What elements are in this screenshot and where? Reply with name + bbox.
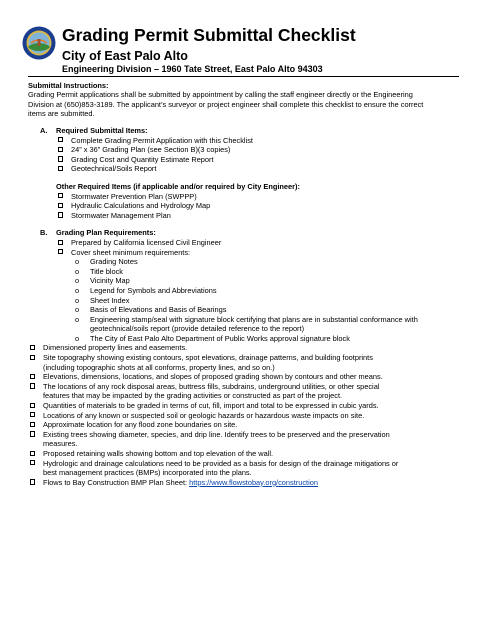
bullet: o	[75, 305, 80, 315]
bullet: o	[75, 266, 80, 276]
sub-item-label: geotechnical/soils report (provide detailed reference to the report)	[90, 324, 305, 334]
submittal-instructions	[28, 81, 460, 119]
item-continuation	[28, 391, 460, 401]
sub-item-label: Title block	[90, 266, 123, 276]
item-continuation	[28, 439, 460, 449]
item-label: Stormwater Management Plan	[71, 210, 171, 220]
checklist-item[interactable]	[28, 353, 460, 363]
checklist-item[interactable]	[28, 201, 460, 211]
sub-item-continuation	[28, 324, 460, 334]
item-label: Approximate location for any flood zone boundaries on site.	[43, 420, 238, 430]
division-address: Engineering Division – 1960 Tate Street, East Palo Alto 94303	[62, 64, 323, 74]
bullet: o	[75, 295, 80, 305]
page-title: Grading Permit Submittal Checklist	[62, 25, 356, 45]
checklist-item[interactable]	[28, 248, 460, 258]
checkbox[interactable]	[58, 147, 63, 152]
item-label: features that may be impacted by the grading activities or constructed as part of the project.	[43, 391, 343, 401]
bullet: o	[75, 314, 80, 324]
sub-item	[28, 296, 460, 306]
checkbox[interactable]	[30, 451, 35, 456]
checklist-item[interactable]	[28, 449, 460, 459]
sub-item-label: Vicinity Map	[90, 276, 130, 286]
checkbox[interactable]	[58, 166, 63, 171]
checklist-item[interactable]	[28, 343, 460, 353]
instructions-heading: Submittal Instructions:	[28, 81, 109, 90]
sub-item	[28, 267, 460, 277]
checkbox[interactable]	[30, 460, 35, 465]
item-label: Grading Cost and Quantity Estimate Report	[71, 154, 214, 164]
section-b-heading	[40, 228, 460, 238]
sub-item	[28, 315, 460, 325]
checklist-item[interactable]	[28, 420, 460, 430]
checklist-item[interactable]	[28, 411, 460, 421]
sub-item	[28, 305, 460, 315]
flowstobay-link[interactable]: https://www.flowstobay.org/construction	[189, 477, 318, 487]
city-name: City of East Palo Alto	[62, 49, 188, 63]
item-label: Proposed retaining walls showing bottom and top elevation of the wall.	[43, 449, 274, 458]
sub-item	[28, 257, 460, 267]
item-continuation	[28, 468, 460, 478]
item-label: best management practices (BMPs) incorporated into the plans.	[43, 468, 252, 478]
bullet: o	[75, 276, 80, 286]
sub-item-label: Sheet Index	[90, 295, 130, 305]
checklist-item[interactable]	[28, 164, 460, 174]
checklist-item[interactable]	[28, 238, 460, 248]
item-label: Dimensioned property lines and easements.	[43, 343, 188, 353]
instructions-line: Grading Permit applications shall be submitted by appointment by calling the staff engineer directly or the Engineering	[28, 90, 413, 100]
item-label: measures.	[43, 439, 78, 449]
checkbox[interactable]	[58, 249, 63, 254]
city-seal-logo	[22, 26, 56, 60]
sub-item-label: Basis of Elevations and Basis of Bearings	[90, 305, 227, 315]
sub-item-label: Legend for Symbols and Abbreviations	[90, 285, 217, 295]
checkbox[interactable]	[30, 374, 35, 379]
item-label: Site topography showing existing contours, spot elevations, drainage patterns, and building footprints	[43, 353, 373, 363]
checklist-item[interactable]	[28, 430, 460, 440]
checklist-item[interactable]	[28, 211, 460, 221]
checkbox[interactable]	[58, 212, 63, 217]
sub-item-label: The City of East Palo Alto Department of Public Works approval signature block	[90, 333, 350, 343]
item-label: Elevations, dimensions, locations, and slopes of proposed grading shown by contours and other means.	[43, 372, 383, 382]
item-label: Stormwater Prevention Plan (SWPPP)	[71, 191, 197, 201]
checklist-item[interactable]	[28, 382, 460, 392]
sub-item	[28, 334, 460, 344]
checklist-item[interactable]	[28, 192, 460, 202]
checkbox[interactable]	[30, 383, 35, 388]
section-title: Required Submittal Items:	[56, 126, 148, 135]
item-label: Prepared by California licensed Civil Engineer	[71, 237, 222, 247]
item-label: Geotechnical/Soils Report	[71, 164, 157, 174]
item-label: Complete Grading Permit Application with this Checklist	[71, 135, 253, 145]
checkbox[interactable]	[30, 345, 35, 350]
checklist-item[interactable]	[28, 372, 460, 382]
section-title: Grading Plan Requirements:	[56, 228, 156, 238]
item-label: The locations of any rock disposal areas, buttress fills, subdrains, underground utilities, or other special	[43, 381, 380, 391]
checklist-item[interactable]	[28, 155, 460, 165]
checkbox[interactable]	[30, 403, 35, 408]
checkbox[interactable]	[30, 355, 35, 360]
sub-item-label: Grading Notes	[90, 257, 138, 267]
page-header	[22, 22, 462, 82]
sub-item	[28, 286, 460, 296]
item-label: Existing trees showing diameter, species, and drip line. Identify trees to be preserved and the preservation	[43, 429, 390, 439]
checkbox[interactable]	[30, 412, 35, 417]
item-label: Hydraulic Calculations and Hydrology Map	[71, 201, 211, 211]
checklist-item[interactable]	[28, 145, 460, 155]
instructions-line: Division at (650)853-3189. The applicant’s surveyor or project engineer shall complete this checklist to ensure the correct	[28, 99, 424, 109]
checkbox[interactable]	[58, 137, 63, 142]
section-letter: A.	[40, 126, 48, 135]
checklist-item[interactable]	[28, 459, 460, 469]
item-label: (including topographic shots at all conforms, property lines, and so on.)	[43, 362, 275, 372]
item-label: Hydrologic and drainage calculations need to be provided as a basis for design of the drainage mitigations or	[43, 458, 399, 468]
item-label: Locations of any known or suspected soil or geologic hazards or hazardous waste impacts on site.	[43, 410, 365, 420]
sub-item	[28, 276, 460, 286]
item-label: Cover sheet minimum requirements:	[71, 247, 191, 257]
section-letter: B.	[40, 228, 48, 238]
instructions-line: items are submitted.	[28, 109, 95, 119]
bullet: o	[75, 333, 80, 343]
checklist-item[interactable]	[28, 401, 460, 411]
header-divider	[28, 76, 459, 77]
checkbox[interactable]	[58, 203, 63, 208]
item-label: Flows to Bay Construction BMP Plan Sheet:	[43, 477, 190, 487]
checkbox[interactable]	[30, 431, 35, 436]
section-a-heading	[40, 126, 460, 136]
bullet: o	[75, 285, 80, 295]
checklist-item[interactable]	[28, 136, 460, 146]
checklist	[28, 126, 460, 487]
checkbox[interactable]	[58, 193, 63, 198]
item-continuation	[28, 363, 460, 373]
checkbox[interactable]	[58, 156, 63, 161]
item-label: 24” x 36” Grading Plan (see Section B)(3 copies)	[71, 145, 231, 155]
checkbox[interactable]	[58, 240, 63, 245]
item-label: Quantities of materials to be graded in terms of cut, fill, import and total to be expressed in cubic yards.	[43, 401, 379, 411]
checkbox[interactable]	[30, 479, 35, 484]
checkbox[interactable]	[30, 422, 35, 427]
bullet: o	[75, 257, 80, 267]
other-items-heading: Other Required Items (if applicable and/or required by City Engineer):	[56, 181, 300, 191]
sub-item-label: Engineering stamp/seal with signature block certifying that plans are in substantial conformance with	[90, 314, 418, 324]
checklist-item[interactable]	[28, 478, 460, 488]
